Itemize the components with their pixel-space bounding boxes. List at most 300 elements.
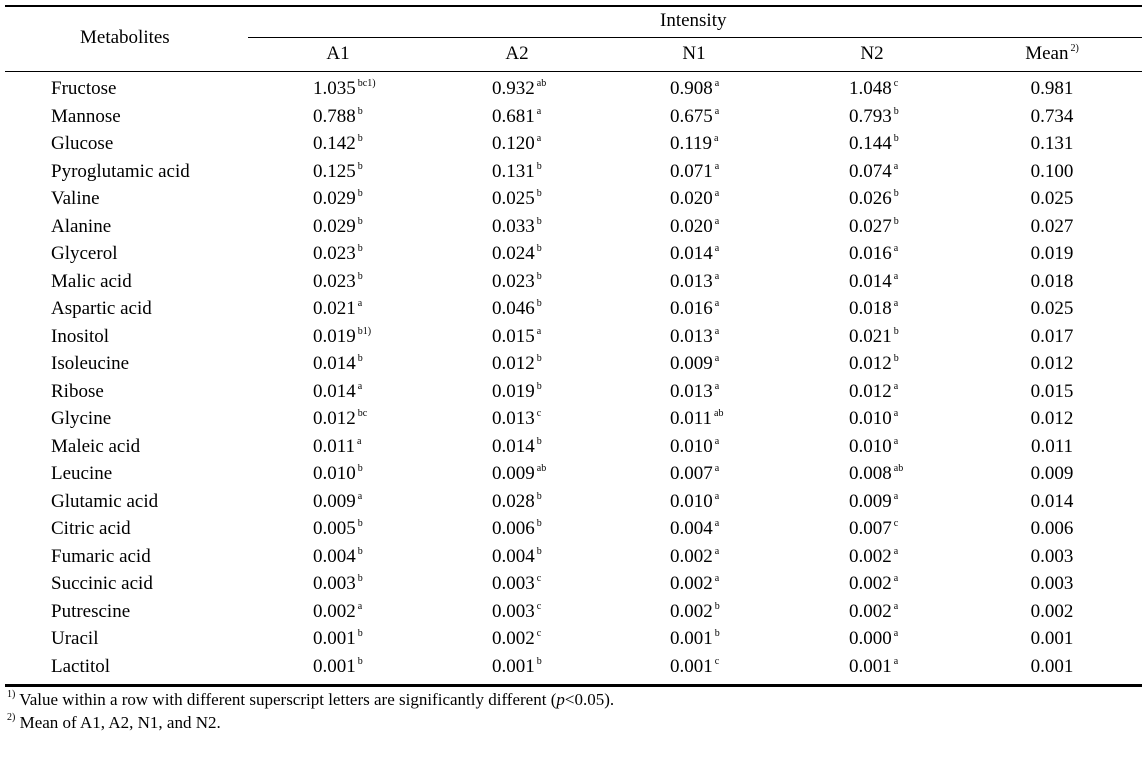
- value-a1-number: 0.029: [313, 215, 356, 237]
- value-a2: [492, 517, 542, 541]
- table-row: [0, 77, 1147, 105]
- value-mean: 0.025: [1030, 298, 1074, 319]
- value-n2-superscript: c: [893, 78, 899, 89]
- value-n2-superscript: a: [893, 160, 899, 172]
- value-a1: [313, 490, 362, 514]
- value-n2: [849, 655, 898, 679]
- value-a2-number: 0.012: [492, 353, 535, 374]
- value-a2-superscript: a: [536, 133, 542, 144]
- value-a2-superscript: c: [536, 408, 542, 419]
- value-a1-superscript: a: [357, 435, 362, 447]
- value-n1-superscript: a: [714, 243, 720, 254]
- value-n2-number: 0.008: [849, 463, 892, 484]
- metabolite-name: Glucose: [51, 133, 114, 154]
- value-a1: [313, 655, 363, 679]
- value-a2: [492, 105, 541, 129]
- value-n1-number: 0.014: [670, 243, 713, 264]
- value-a1: [313, 270, 363, 294]
- value-mean: 0.131: [1030, 133, 1074, 154]
- value-n2-superscript: a: [893, 270, 899, 282]
- value-a1: [313, 105, 363, 129]
- value-n1-number: 0.007: [670, 463, 713, 484]
- value-a1-superscript: b: [357, 215, 363, 227]
- value-a1-superscript: b: [357, 105, 363, 117]
- value-a1-number: 0.014: [313, 353, 356, 374]
- value-a1: [313, 242, 363, 266]
- header-intensity: Intensity: [660, 10, 727, 31]
- value-n2: [849, 435, 898, 459]
- value-a2: [492, 380, 542, 404]
- value-n2-superscript: a: [893, 655, 899, 667]
- value-n2-superscript: a: [893, 435, 899, 447]
- metabolite-name: Putrescine: [51, 600, 131, 622]
- value-a2-number: 0.023: [492, 270, 535, 292]
- metabolite-name: Leucine: [51, 463, 113, 484]
- value-a1-superscript: b: [357, 353, 363, 364]
- value-a2-superscript: b: [536, 270, 542, 282]
- table-row: [0, 270, 1147, 298]
- value-n1-number: 0.013: [670, 380, 713, 402]
- value-n2-number: 0.010: [849, 435, 892, 457]
- value-n2-superscript: b: [893, 133, 899, 144]
- value-mean: 0.015: [1030, 380, 1074, 402]
- value-a1-number: 0.023: [313, 243, 356, 264]
- value-a1-superscript: bc1): [357, 78, 376, 89]
- value-a1: [313, 407, 367, 431]
- column-header-a2: A2: [505, 43, 529, 64]
- footnote-2: $^{2)}$ Mean of A1, A2, N1, and N2.: [7, 712, 221, 732]
- header-bottom-rule: [5, 71, 1142, 72]
- value-n2: [849, 215, 899, 239]
- value-n1-number: 0.010: [670, 435, 713, 457]
- value-a2: [492, 655, 542, 679]
- value-a2-number: 0.131: [492, 160, 535, 182]
- table-row: [0, 655, 1147, 683]
- value-mean: 0.001: [1030, 628, 1074, 649]
- value-a2: [492, 490, 542, 514]
- value-n2-superscript: a: [893, 298, 899, 309]
- value-a2-superscript: a: [536, 325, 542, 337]
- table-row: [0, 105, 1147, 133]
- value-n2-superscript: b: [893, 105, 899, 117]
- metabolite-name: Lactitol: [51, 655, 111, 677]
- value-mean: 0.011: [1030, 435, 1074, 457]
- value-mean: 0.019: [1030, 243, 1074, 264]
- table-row: [0, 407, 1147, 435]
- value-n1-number: 0.013: [670, 270, 713, 292]
- table-row: [0, 380, 1147, 408]
- value-a2-superscript: b: [536, 655, 542, 667]
- value-a2-superscript: c: [536, 600, 542, 612]
- value-a2-number: 0.025: [492, 188, 535, 209]
- value-a2-superscript: b: [536, 380, 542, 392]
- value-mean: 0.006: [1030, 518, 1074, 539]
- table-bottom-rule: [5, 684, 1142, 687]
- value-a1: [313, 77, 376, 101]
- value-a1: [313, 517, 363, 541]
- value-a2-superscript: c: [536, 573, 542, 584]
- value-a1-number: 0.002: [313, 600, 356, 622]
- value-n1: [670, 517, 719, 541]
- value-n1: [670, 627, 720, 651]
- value-n1-superscript: a: [714, 545, 720, 557]
- value-n2-superscript: a: [893, 545, 899, 557]
- value-a2: [492, 600, 541, 624]
- metabolite-name: Valine: [51, 188, 100, 209]
- value-n1: [670, 600, 720, 624]
- table-row: [0, 215, 1147, 243]
- value-a1-superscript: b1): [357, 325, 372, 337]
- metabolite-name: Alanine: [51, 215, 112, 237]
- table-row: [0, 297, 1147, 325]
- value-a1-number: 0.003: [313, 573, 356, 594]
- value-n2: [849, 545, 898, 569]
- value-a2-superscript: a: [536, 105, 542, 117]
- value-a2: [492, 242, 542, 266]
- value-a1-number: 0.009: [313, 490, 356, 512]
- value-a1-superscript: b: [357, 518, 363, 529]
- value-n2: [849, 462, 903, 486]
- table-row: [0, 352, 1147, 380]
- value-a2-superscript: b: [536, 298, 542, 309]
- value-a1-superscript: a: [357, 380, 363, 392]
- value-n1: [670, 77, 719, 101]
- intensity-underline: [248, 37, 1142, 38]
- value-n2-number: 0.018: [849, 298, 892, 319]
- value-mean: 0.025: [1030, 188, 1074, 209]
- value-a1: [313, 187, 363, 211]
- value-n2-number: 0.021: [849, 325, 892, 347]
- value-a1-number: 0.011: [313, 435, 356, 457]
- value-n1-superscript: a: [714, 298, 720, 309]
- table-row: [0, 545, 1147, 573]
- value-mean: 0.017: [1030, 325, 1074, 347]
- value-n2-number: 0.012: [849, 380, 892, 402]
- value-n2: [849, 627, 898, 651]
- value-n1: [670, 545, 719, 569]
- value-n1-superscript: a: [714, 215, 720, 227]
- value-n1-number: 0.002: [670, 573, 713, 594]
- table-row: [0, 325, 1147, 353]
- column-header-a1: A1: [326, 43, 350, 64]
- table-row: [0, 572, 1147, 600]
- value-mean: 0.100: [1030, 160, 1074, 182]
- value-n1-superscript: b: [714, 628, 720, 639]
- value-mean: 0.003: [1030, 545, 1074, 567]
- value-n2: [849, 160, 898, 184]
- value-n1: [670, 572, 719, 596]
- value-n1-number: 0.013: [670, 325, 713, 347]
- value-n1-number: 0.020: [670, 188, 713, 209]
- value-n1-superscript: a: [714, 353, 720, 364]
- value-a1: [313, 545, 363, 569]
- value-n2-superscript: a: [893, 628, 899, 639]
- footnote-1: $^{1)}$ Value within a row with different superscript letters are significantly different (p<0.05).: [7, 689, 615, 709]
- value-mean: 0.003: [1030, 573, 1074, 594]
- value-a2-superscript: b: [536, 518, 542, 529]
- value-n2: [849, 572, 898, 596]
- value-a1-superscript: b: [357, 133, 363, 144]
- value-n1-number: 0.009: [670, 353, 713, 374]
- value-a2: [492, 462, 546, 486]
- value-n1-superscript: b: [714, 600, 720, 612]
- header-metabolites: Metabolites: [80, 27, 170, 48]
- value-a2-superscript: ab: [536, 78, 547, 89]
- value-a1-superscript: b: [357, 188, 363, 199]
- value-n1-number: 0.010: [670, 490, 713, 512]
- value-n2-superscript: c: [893, 518, 899, 529]
- value-n2-number: 0.002: [849, 545, 892, 567]
- value-a2: [492, 572, 541, 596]
- table-row: [0, 160, 1147, 188]
- value-mean: 0.012: [1030, 408, 1074, 429]
- value-n2: [849, 517, 898, 541]
- value-n1-superscript: a: [714, 188, 720, 199]
- value-n2: [849, 407, 898, 431]
- value-a1: [313, 572, 363, 596]
- value-a1-superscript: a: [357, 490, 363, 502]
- value-n1-number: 0.001: [670, 655, 713, 677]
- value-n2-number: 0.014: [849, 270, 892, 292]
- value-a1-superscript: b: [357, 628, 363, 639]
- value-n2-superscript: b: [893, 325, 899, 337]
- value-n2-number: 1.048: [849, 78, 892, 99]
- value-a1: [313, 325, 371, 349]
- metabolite-name: Uracil: [51, 628, 99, 649]
- metabolite-name: Succinic acid: [51, 573, 153, 594]
- value-a1-number: 0.125: [313, 160, 356, 182]
- value-a2-superscript: c: [536, 628, 542, 639]
- value-n2: [849, 297, 898, 321]
- value-a1-number: 0.001: [313, 628, 356, 649]
- value-a2-superscript: ab: [536, 463, 547, 474]
- value-a2-number: 0.932: [492, 78, 535, 99]
- value-a2: [492, 187, 542, 211]
- value-a1: [313, 132, 363, 156]
- value-a1-number: 0.142: [313, 133, 356, 154]
- value-n2: [849, 325, 899, 349]
- value-n1-number: 0.002: [670, 600, 713, 622]
- metabolite-name: Fructose: [51, 78, 117, 99]
- value-a2-number: 0.001: [492, 655, 535, 677]
- value-n1-superscript: a: [714, 573, 720, 584]
- value-a1: [313, 600, 362, 624]
- value-a1: [313, 462, 363, 486]
- value-n1: [670, 380, 719, 404]
- column-header-n2: N2: [860, 43, 884, 64]
- value-a1-number: 0.019: [313, 325, 356, 347]
- table-row: [0, 242, 1147, 270]
- value-a2-number: 0.033: [492, 215, 535, 237]
- value-n2: [849, 352, 899, 376]
- metabolite-name: Inositol: [51, 325, 110, 347]
- value-a1-number: 0.004: [313, 545, 356, 567]
- value-n1: [670, 407, 724, 431]
- value-a1-superscript: b: [357, 655, 363, 667]
- metabolite-name: Glycerol: [51, 243, 118, 264]
- value-n1-number: 0.119: [670, 133, 713, 154]
- value-n1: [670, 490, 719, 514]
- value-a1-superscript: a: [357, 298, 363, 309]
- value-n1: [670, 215, 719, 239]
- value-a1-number: 0.023: [313, 270, 356, 292]
- value-n1: [670, 325, 719, 349]
- value-a1-number: 0.014: [313, 380, 356, 402]
- value-a2: [492, 297, 542, 321]
- value-a2-number: 0.019: [492, 380, 535, 402]
- table-row: [0, 490, 1147, 518]
- value-mean: 0.001: [1030, 655, 1074, 677]
- value-n1-number: 0.016: [670, 298, 713, 319]
- value-a1-number: 0.012: [313, 408, 356, 429]
- value-a1-superscript: b: [357, 270, 363, 282]
- value-n2: [849, 187, 899, 211]
- value-n2-superscript: b: [893, 353, 899, 364]
- metabolite-name: Fumaric acid: [51, 545, 151, 567]
- value-a1: [313, 435, 362, 459]
- value-n1-superscript: a: [714, 325, 720, 337]
- value-n1: [670, 655, 719, 679]
- value-n1-superscript: c: [714, 655, 720, 667]
- value-n1-superscript: a: [714, 463, 720, 474]
- metabolite-name: Maleic acid: [51, 435, 141, 457]
- value-n2-number: 0.009: [849, 490, 892, 512]
- value-n2-superscript: b: [893, 188, 899, 199]
- value-a2-number: 0.004: [492, 545, 535, 567]
- value-a2: [492, 545, 542, 569]
- metabolite-name: Mannose: [51, 105, 121, 127]
- value-a2-number: 0.015: [492, 325, 535, 347]
- table-row: [0, 600, 1147, 628]
- value-a2-number: 0.024: [492, 243, 535, 264]
- value-n1-superscript: a: [714, 105, 720, 117]
- value-n1-number: 0.002: [670, 545, 713, 567]
- value-a1-number: 1.035: [313, 78, 356, 99]
- value-a1-number: 0.029: [313, 188, 356, 209]
- value-a2-superscript: b: [536, 353, 542, 364]
- value-a1: [313, 627, 363, 651]
- value-n1-superscript: ab: [714, 408, 724, 419]
- value-n1-superscript: a: [714, 160, 720, 172]
- value-a2-superscript: b: [536, 215, 542, 227]
- metabolite-name: Malic acid: [51, 270, 132, 292]
- value-a2-superscript: b: [536, 435, 542, 447]
- value-a2-number: 0.120: [492, 133, 535, 154]
- value-a2: [492, 270, 542, 294]
- value-n2-number: 0.002: [849, 600, 892, 622]
- value-mean: 0.018: [1030, 270, 1074, 292]
- value-n1: [670, 352, 719, 376]
- value-a1: [313, 215, 363, 239]
- value-a1-superscript: b: [357, 463, 363, 474]
- metabolite-name: Isoleucine: [51, 353, 130, 374]
- value-n2-superscript: a: [893, 600, 899, 612]
- value-n2-number: 0.010: [849, 408, 892, 429]
- value-a1-number: 0.788: [313, 105, 356, 127]
- value-a2-superscript: b: [536, 490, 542, 502]
- value-n2-number: 0.026: [849, 188, 892, 209]
- value-n1-superscript: a: [714, 133, 719, 144]
- table-row: [0, 627, 1147, 655]
- table-row: [0, 462, 1147, 490]
- metabolite-name: Glycine: [51, 408, 112, 429]
- value-a2-number: 0.681: [492, 105, 535, 127]
- value-n1-superscript: a: [714, 380, 720, 392]
- value-n2: [849, 600, 898, 624]
- table-top-rule: [5, 5, 1142, 7]
- value-n1-superscript: a: [714, 518, 720, 529]
- value-n1-number: 0.020: [670, 215, 713, 237]
- value-n2: [849, 132, 899, 156]
- value-a2: [492, 132, 541, 156]
- value-a2-number: 0.013: [492, 408, 535, 429]
- value-a2-number: 0.009: [492, 463, 535, 484]
- table-row: [0, 435, 1147, 463]
- value-n2-number: 0.001: [849, 655, 892, 677]
- value-n2: [849, 77, 898, 101]
- value-a1: [313, 380, 362, 404]
- value-a2-number: 0.014: [492, 435, 535, 457]
- value-a2-superscript: b: [536, 243, 542, 254]
- value-n1-number: 0.011: [670, 408, 713, 429]
- value-a1-superscript: b: [357, 160, 363, 172]
- value-n1: [670, 242, 719, 266]
- value-a1: [313, 352, 363, 376]
- value-a2-superscript: b: [536, 188, 542, 199]
- value-a1: [313, 297, 362, 321]
- value-a1-superscript: b: [357, 573, 363, 584]
- value-mean: 0.027: [1030, 215, 1074, 237]
- value-n2-superscript: b: [893, 215, 899, 227]
- value-n2: [849, 270, 898, 294]
- value-n1-number: 0.071: [670, 160, 713, 182]
- value-a1-number: 0.010: [313, 463, 356, 484]
- value-a2: [492, 160, 542, 184]
- metabolite-name: Pyroglutamic acid: [51, 160, 190, 182]
- value-n2-number: 0.144: [849, 133, 892, 154]
- value-a2: [492, 325, 541, 349]
- value-n2-number: 0.012: [849, 353, 892, 374]
- value-n2-number: 0.002: [849, 573, 892, 594]
- value-n2-superscript: a: [893, 408, 899, 419]
- metabolite-name: Ribose: [51, 380, 104, 402]
- metabolite-name: Glutamic acid: [51, 490, 159, 512]
- value-mean: 0.009: [1030, 463, 1074, 484]
- value-n2-number: 0.027: [849, 215, 892, 237]
- value-n1-number: 0.004: [670, 518, 713, 539]
- value-n2-superscript: a: [893, 243, 899, 254]
- table-row: [0, 132, 1147, 160]
- value-n1-number: 0.908: [670, 78, 713, 99]
- column-header-mean: Mean $^{2)}$: [1025, 43, 1079, 64]
- value-a2: [492, 627, 541, 651]
- value-a2-number: 0.006: [492, 518, 535, 539]
- value-a2-superscript: b: [536, 160, 542, 172]
- value-n2: [849, 490, 898, 514]
- value-a1-number: 0.005: [313, 518, 356, 539]
- value-n1-superscript: a: [714, 435, 720, 447]
- value-n1: [670, 297, 719, 321]
- value-mean: 0.981: [1030, 78, 1074, 99]
- column-header-n1: N1: [682, 43, 706, 64]
- value-a1-superscript: a: [357, 600, 363, 612]
- value-a2: [492, 407, 541, 431]
- table-row: [0, 187, 1147, 215]
- value-mean: 0.012: [1030, 353, 1074, 374]
- value-n2-number: 0.007: [849, 518, 892, 539]
- value-mean: 0.734: [1030, 105, 1074, 127]
- value-n2-superscript: a: [893, 573, 899, 584]
